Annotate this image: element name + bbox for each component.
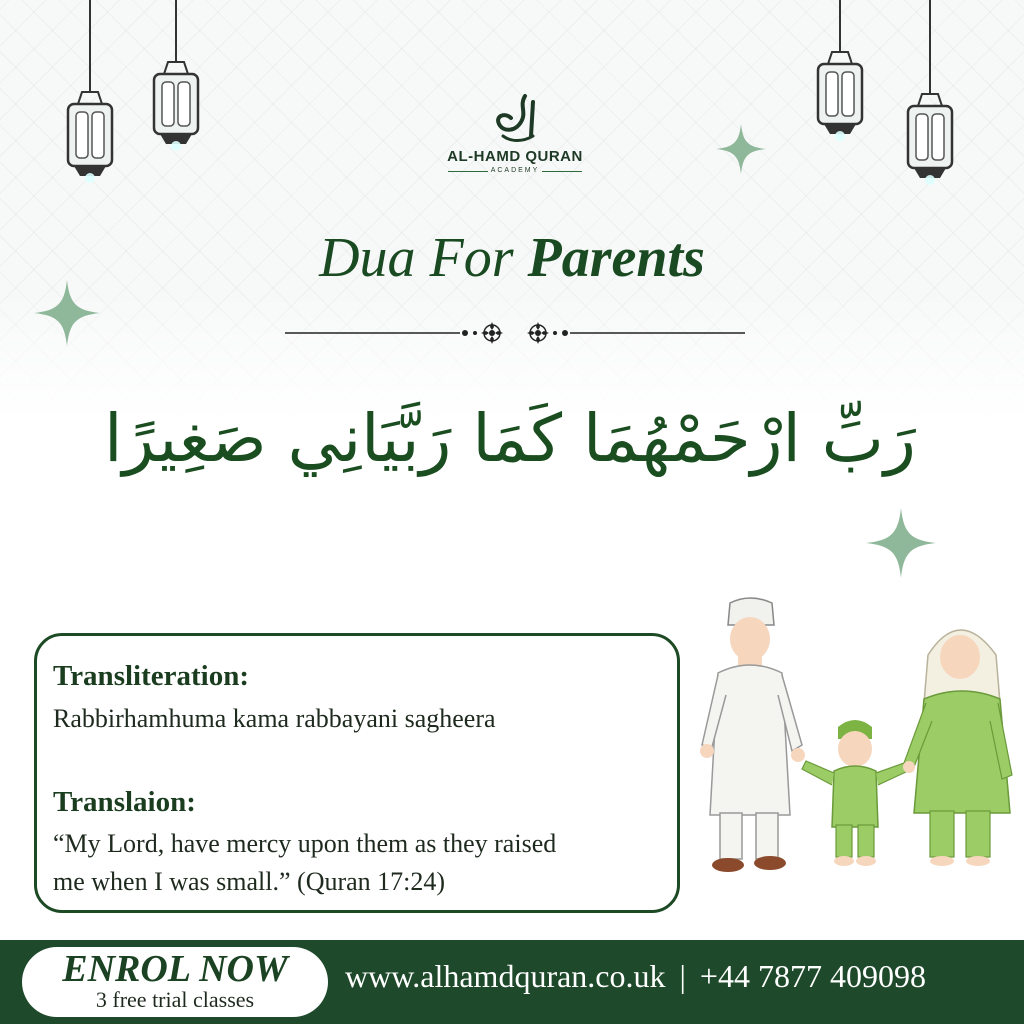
father-figure	[700, 598, 805, 872]
contact-separator: |	[679, 958, 686, 994]
child-figure	[802, 720, 908, 866]
translation-line-1: “My Lord, have mercy upon them as they raised	[53, 829, 557, 858]
family-illustration	[690, 595, 1020, 885]
enrol-now-button[interactable]	[22, 947, 328, 1017]
arabic-dua-text: رَبِّ ارْحَمْهُمَا كَمَا رَبَّيَانِي صَغِيرًا	[104, 400, 916, 477]
ornament-divider-icon	[285, 318, 745, 348]
lantern-icon	[60, 0, 120, 190]
lantern-icon	[900, 0, 960, 195]
sparkle-icon	[716, 124, 766, 174]
lantern-icon	[146, 0, 206, 160]
logo-calligraphy-icon	[485, 92, 545, 148]
title-bold: Parents	[527, 227, 705, 289]
sparkle-icon	[866, 508, 936, 578]
transliteration-label: Transliteration:	[53, 660, 249, 692]
dua-card	[34, 633, 680, 913]
page-title	[0, 226, 1024, 290]
translation-label: Translaion:	[53, 786, 196, 818]
contact-info	[345, 958, 926, 995]
logo-name: AL-HAMD QURAN	[447, 148, 583, 165]
lantern-icon	[810, 0, 870, 150]
logo-subtitle: ACADEMY	[490, 167, 540, 174]
enrol-subtitle: 3 free trial classes	[95, 987, 255, 1012]
academy-logo	[440, 92, 590, 187]
translation-line-2: me when I was small.” (Quran 17:24)	[53, 867, 446, 896]
logo-line-right	[542, 171, 582, 172]
transliteration-text: Rabbirhamhuma kama rabbayani sagheera	[53, 704, 496, 733]
enrol-title: ENROL NOW	[62, 948, 288, 990]
website-link[interactable]: www.alhamdquran.co.uk	[345, 958, 666, 994]
title-regular: Dua For	[319, 227, 514, 289]
phone-number[interactable]: +44 7877 409098	[699, 958, 926, 994]
mother-figure	[903, 630, 1012, 866]
